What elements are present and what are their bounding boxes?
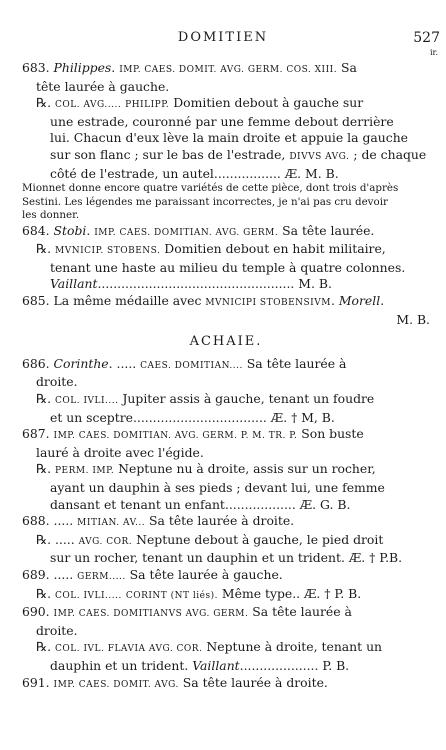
page-number: 527 (413, 30, 440, 46)
text-line: tête laurée à gauche. (36, 78, 170, 94)
text-line: lui. Chacun d'eux lève la main droite et appuie la gauche (50, 130, 409, 146)
text-line: dauphin et un trident. Vaillant.................... P. B. (50, 657, 350, 673)
text-line: lauré à droite avec l'égide. (36, 444, 204, 460)
text-line: ℞. COL. IVL. FLAVIA AVG. COR. Neptune à droite, tenant un (36, 639, 383, 655)
text-line: droite. (36, 374, 78, 390)
text-line: ℞. COL. IVLI.... Jupiter assis à gauche, tenant un foudre (36, 391, 375, 406)
text-line: ℞. COL. AVG..... PHILIPP. Domitien debout à gauche sur (36, 95, 364, 111)
text-line: et un sceptre.................................. Æ. † M, B. (50, 409, 335, 425)
text-line: 686. Corinthe. ..... CAES. DOMITIAN.... Sa tête laurée à (22, 355, 347, 371)
text-line: 687. IMP. CAES. DOMITIAN. AVG. GERM. P. M. TR. P. Son buste (22, 426, 364, 442)
text-line: dansant et tenant un enfant.................. Æ. G. B. (50, 496, 351, 512)
text-line: 684. Stobi. IMP. CAES. DOMITIAN. AVG. GERM. Sa tête laurée. (22, 222, 375, 238)
text-line: 690. IMP. CAES. DOMITIANVS AVG. GERM. Sa tête laurée à (22, 604, 352, 620)
text-line: sur son flanc ; sur le bas de l'estrade, DIVVS AVG. ; de chaque (50, 146, 427, 162)
text-line: 688. ..... MITIAN. AV... Sa tête laurée à droite. (22, 513, 295, 529)
text-line: Mionnet donne encore quatre variétés de cette pièce, dont trois d'après (22, 182, 399, 195)
running-title: DOMITIEN (177, 30, 269, 45)
text-line: les donner. (22, 209, 80, 222)
text-line: tenant une haste au milieu du temple à quatre colonnes. (50, 259, 406, 275)
section-heading: ACHAIE. (189, 334, 263, 350)
margin-mark: ir. (429, 48, 438, 57)
text-line: Sestini. Les légendes me paraissant incorrectes, je n'ai pas cru devoir (22, 195, 388, 208)
text-line: 685. La même médaille avec MVNICIPI STOBENSIVM. Morell. (22, 293, 385, 309)
text-line: ℞. ..... AVG. COR. Neptune debout à gauche, le pied droit (36, 531, 384, 547)
text-line: M. B. (396, 311, 430, 327)
text-line: ayant un dauphin à ses pieds ; devant lui, une femme (50, 479, 385, 495)
text-line: ℞. MVNICIP. STOBENS. Domitien debout en habit militaire, (36, 241, 386, 257)
text-line: 691. IMP. CAES. DOMIT. AVG. Sa tête laurée à droite. (22, 674, 328, 690)
text-line: 689. ..... GERM..... Sa tête laurée à gauche. (22, 566, 283, 582)
text-line: côté de l'estrade, un autel................. Æ. M. B. (50, 165, 339, 181)
text-line: ℞. COL. IVLI..... CORINT (NT liés). Même type.. Æ. † P. B. (36, 585, 362, 601)
text-line: sur un rocher, tenant un dauphin et un trident. Æ. † P.B. (50, 550, 403, 566)
text-line: droite. (36, 622, 78, 638)
text-line: ℞. PERM. IMP. Neptune nu à droite, assis sur un rocher, (36, 461, 376, 477)
text-line: 683. Philippes. IMP. CAES. DOMIT. AVG. GERM. COS. XIII. Sa (22, 60, 357, 75)
catalogue-text (22, 60, 430, 693)
text-line: Vaillant.................................................. M. B. (50, 276, 332, 292)
text-line: une estrade, couronné par une femme debout derrière (50, 113, 394, 129)
